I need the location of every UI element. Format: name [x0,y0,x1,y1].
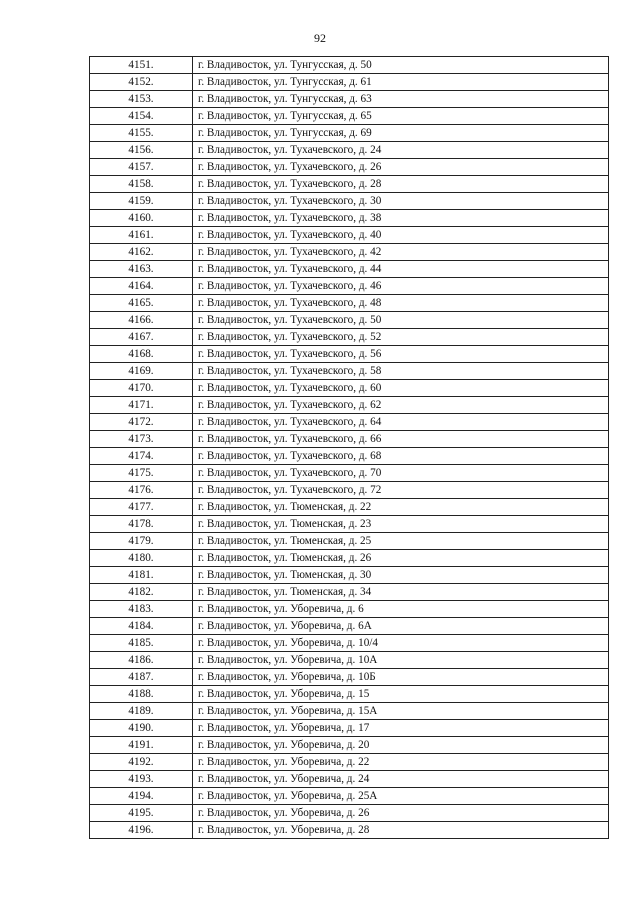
row-number: 4194. [90,788,193,805]
row-number: 4160. [90,210,193,227]
row-number: 4176. [90,482,193,499]
table-row [90,465,609,482]
row-number: 4161. [90,227,193,244]
row-number: 4177. [90,499,193,516]
row-address: г. Владивосток, ул. Тухачевского, д. 24 [193,142,609,159]
row-address: г. Владивосток, ул. Тухачевского, д. 64 [193,414,609,431]
table-row [90,193,609,210]
row-number: 4193. [90,771,193,788]
row-address: г. Владивосток, ул. Тухачевского, д. 46 [193,278,609,295]
table-row [90,822,609,839]
table-row [90,414,609,431]
table-row [90,142,609,159]
row-number: 4174. [90,448,193,465]
row-number: 4168. [90,346,193,363]
row-number: 4187. [90,669,193,686]
row-address: г. Владивосток, ул. Тюменская, д. 25 [193,533,609,550]
row-number: 4155. [90,125,193,142]
row-number: 4170. [90,380,193,397]
row-number: 4157. [90,159,193,176]
row-number: 4166. [90,312,193,329]
row-address: г. Владивосток, ул. Уборевича, д. 6 [193,601,609,618]
table-row [90,482,609,499]
row-address: г. Владивосток, ул. Тунгусская, д. 69 [193,125,609,142]
row-number: 4162. [90,244,193,261]
row-number: 4169. [90,363,193,380]
table-row [90,108,609,125]
table-row [90,74,609,91]
row-number: 4171. [90,397,193,414]
row-number: 4192. [90,754,193,771]
table-row [90,57,609,74]
row-number: 4185. [90,635,193,652]
row-address: г. Владивосток, ул. Тюменская, д. 30 [193,567,609,584]
table-row [90,771,609,788]
row-address: г. Владивосток, ул. Тухачевского, д. 62 [193,397,609,414]
row-address: г. Владивосток, ул. Уборевича, д. 25А [193,788,609,805]
row-address: г. Владивосток, ул. Уборевича, д. 24 [193,771,609,788]
table-row [90,261,609,278]
row-address: г. Владивосток, ул. Тухачевского, д. 56 [193,346,609,363]
table-row [90,601,609,618]
row-address: г. Владивосток, ул. Уборевича, д. 6А [193,618,609,635]
row-address: г. Владивосток, ул. Тухачевского, д. 26 [193,159,609,176]
table-row [90,125,609,142]
table-row [90,754,609,771]
table-row [90,533,609,550]
row-number: 4181. [90,567,193,584]
table-row [90,703,609,720]
table-row [90,499,609,516]
row-address: г. Владивосток, ул. Тухачевского, д. 50 [193,312,609,329]
table-row [90,227,609,244]
row-address: г. Владивосток, ул. Уборевича, д. 15А [193,703,609,720]
table-row [90,431,609,448]
row-number: 4182. [90,584,193,601]
row-number: 4159. [90,193,193,210]
row-number: 4179. [90,533,193,550]
table-row [90,584,609,601]
row-address: г. Владивосток, ул. Тюменская, д. 26 [193,550,609,567]
row-number: 4175. [90,465,193,482]
row-address: г. Владивосток, ул. Уборевича, д. 10Б [193,669,609,686]
row-number: 4189. [90,703,193,720]
row-address: г. Владивосток, ул. Тухачевского, д. 40 [193,227,609,244]
table-row [90,669,609,686]
row-address: г. Владивосток, ул. Тухачевского, д. 38 [193,210,609,227]
row-number: 4165. [90,295,193,312]
row-number: 4186. [90,652,193,669]
table-row [90,363,609,380]
table-row [90,567,609,584]
row-address: г. Владивосток, ул. Тухачевского, д. 28 [193,176,609,193]
row-address: г. Владивосток, ул. Тухачевского, д. 52 [193,329,609,346]
row-address: г. Владивосток, ул. Уборевича, д. 26 [193,805,609,822]
row-address: г. Владивосток, ул. Тухачевского, д. 68 [193,448,609,465]
row-number: 4178. [90,516,193,533]
row-address: г. Владивосток, ул. Уборевича, д. 20 [193,737,609,754]
table-row [90,805,609,822]
row-address: г. Владивосток, ул. Тунгусская, д. 50 [193,57,609,74]
table-row [90,686,609,703]
table-row [90,295,609,312]
row-address: г. Владивосток, ул. Тюменская, д. 34 [193,584,609,601]
address-table-body [90,57,609,839]
row-address: г. Владивосток, ул. Тухачевского, д. 30 [193,193,609,210]
table-row [90,346,609,363]
row-address: г. Владивосток, ул. Тухачевского, д. 44 [193,261,609,278]
row-number: 4151. [90,57,193,74]
row-address: г. Владивосток, ул. Уборевича, д. 22 [193,754,609,771]
row-address: г. Владивосток, ул. Уборевича, д. 10/4 [193,635,609,652]
table-row [90,278,609,295]
row-address: г. Владивосток, ул. Тунгусская, д. 65 [193,108,609,125]
row-number: 4196. [90,822,193,839]
table-row [90,176,609,193]
row-address: г. Владивосток, ул. Тюменская, д. 22 [193,499,609,516]
row-number: 4158. [90,176,193,193]
row-number: 4180. [90,550,193,567]
row-number: 4183. [90,601,193,618]
row-address: г. Владивосток, ул. Тухачевского, д. 48 [193,295,609,312]
table-row [90,720,609,737]
row-address: г. Владивосток, ул. Тухачевского, д. 70 [193,465,609,482]
page-number: 92 [314,31,326,45]
row-number: 4153. [90,91,193,108]
table-row [90,550,609,567]
row-address: г. Владивосток, ул. Тунгусская, д. 63 [193,91,609,108]
table-row [90,244,609,261]
row-number: 4152. [90,74,193,91]
row-number: 4156. [90,142,193,159]
row-address: г. Владивосток, ул. Тухачевского, д. 42 [193,244,609,261]
row-number: 4172. [90,414,193,431]
table-row [90,329,609,346]
row-address: г. Владивосток, ул. Уборевича, д. 17 [193,720,609,737]
table-row [90,448,609,465]
row-number: 4167. [90,329,193,346]
table-row [90,312,609,329]
address-table [89,56,609,839]
table-row [90,397,609,414]
table-row [90,788,609,805]
row-address: г. Владивосток, ул. Тухачевского, д. 72 [193,482,609,499]
row-address: г. Владивосток, ул. Тунгусская, д. 61 [193,74,609,91]
row-address: г. Владивосток, ул. Тухачевского, д. 60 [193,380,609,397]
row-number: 4190. [90,720,193,737]
row-address: г. Владивосток, ул. Уборевича, д. 10А [193,652,609,669]
table-row [90,380,609,397]
row-number: 4195. [90,805,193,822]
table-row [90,652,609,669]
row-address: г. Владивосток, ул. Тухачевского, д. 66 [193,431,609,448]
row-number: 4188. [90,686,193,703]
row-address: г. Владивосток, ул. Тюменская, д. 23 [193,516,609,533]
table-row [90,516,609,533]
table-row [90,210,609,227]
table-row [90,159,609,176]
row-number: 4173. [90,431,193,448]
table-row [90,737,609,754]
row-number: 4191. [90,737,193,754]
table-row [90,91,609,108]
row-number: 4184. [90,618,193,635]
row-address: г. Владивосток, ул. Уборевича, д. 15 [193,686,609,703]
row-address: г. Владивосток, ул. Уборевича, д. 28 [193,822,609,839]
row-address: г. Владивосток, ул. Тухачевского, д. 58 [193,363,609,380]
table-row [90,618,609,635]
table-row [90,635,609,652]
row-number: 4163. [90,261,193,278]
row-number: 4154. [90,108,193,125]
row-number: 4164. [90,278,193,295]
